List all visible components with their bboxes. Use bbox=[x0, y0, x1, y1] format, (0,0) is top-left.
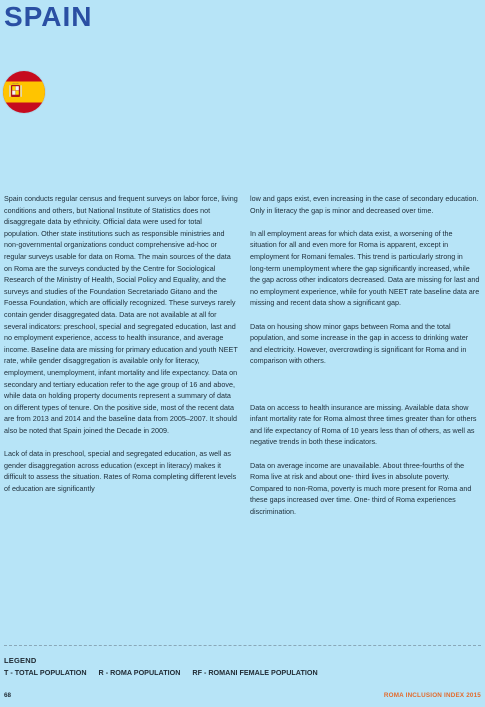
right-text-column bbox=[250, 193, 480, 518]
left-paragraph-2: Lack of data in preschool, special and segregated education, as well as gender disaggregation across education (except in literacy) makes it difficult to assess the situation. Rates of Roma completing different levels of education are significantly bbox=[4, 449, 237, 493]
report-title: ROMA INCLUSION INDEX 2015 bbox=[383, 692, 481, 699]
legend-title: LEGEND bbox=[4, 656, 37, 665]
right-paragraph-3: Data on housing show minor gaps between Roma and the total population, and some increase in the gap in access to drinking water and electricity. However, overcrowding is significant for Roma and in comparison with others. bbox=[250, 321, 469, 366]
spain-flag-icon bbox=[3, 71, 45, 113]
legend-item-total-population: T - TOTAL POPULATION bbox=[4, 668, 87, 677]
left-text-column bbox=[4, 193, 238, 494]
right-paragraph-4: Data on access to health insurance are missing. Available data show infant mortality rate for Roma almost three times greater than for others and life expectancy of Roma of 10 years less than of others, as well as negative trends in both these indicators. bbox=[250, 402, 477, 447]
right-paragraph-5: Data on average income are unavailable. About three-fourths of the Roma live at risk and about one- third lives in absolute poverty. Compared to non-Roma, poverty is much more present for Roma and these gaps increased over time. One- third of Roma experiences discrimination. bbox=[250, 460, 472, 517]
legend-items bbox=[4, 668, 328, 677]
right-paragraph-2: In all employment areas for which data exist, a worsening of the situation for all and even more for Roma is apparent, except in employment for Romani females. This trend is particularly strong in long-term unemployment where the gap significantly increased, while the gap across other indicators decreased. Data are missing for last and no employment experience, while for youth NEET rate baseline data are missing and recent data show a significant gap. bbox=[250, 228, 480, 308]
left-paragraph-1: Spain conducts regular census and frequent surveys on labor force, living conditions and others, but National Institute of Statistics does not disaggregate data by ethnicity. Official data were used for total population. Other state institutions such as responsible ministries and non-governmental organizations conduct comprehensive ad-hoc or regular surveys usable for data on Roma. The main sources of the data on Roma are the surveys conducted by the Centre for Sociological Research of the Ministry of Health, Social Policy and Equality, and the surveys and studies of the Foundation Secretariado Gitano and the Foessa Foundation, which are officially recognized. These surveys rarely contain gender disaggregated data. Data are not available at all for several indicators: preschool, special and segregated education, last and no employment experience, access to health insurance, and average income. Baseline data are missing for primary education and youth NEET rate, while gender disaggregation is available only for literacy, employment, unemployment, infant mortality and life expectancy. Data on secondary and tertiary education refer to the age group of 16 and above, while data on holding property documents represent a summary of data on different types of tenure. On the positive side, most of the recent data are from 2013 and 2014 and the baseline data from 2005–2007. It should also be noted that Spain joined the Decade in 2009. bbox=[4, 194, 238, 435]
page-title: SPAIN bbox=[4, 1, 93, 32]
right-paragraph-1: low and gaps exist, even increasing in the case of secondary education. Only in literacy the gap is minor and decreased over time. bbox=[250, 194, 479, 215]
legend-item-romani-female-population: RF - ROMANI FEMALE POPULATION bbox=[192, 668, 318, 677]
legend-item-roma-population: R - ROMA POPULATION bbox=[98, 668, 181, 677]
legend-divider bbox=[4, 645, 481, 646]
page-number: 68 bbox=[4, 692, 12, 699]
